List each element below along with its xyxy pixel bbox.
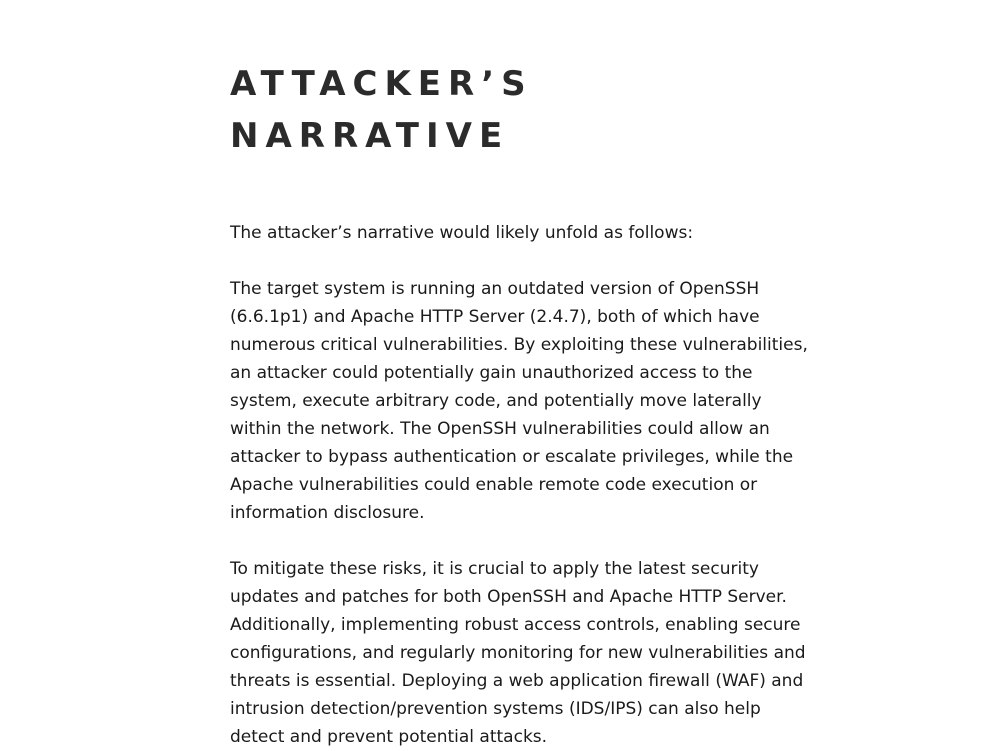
page-title (230, 58, 810, 162)
paragraph-mitigation: To mitigate these risks, it is crucial to apply the latest security updates and patches for both OpenSSH and Apache HTTP Server. Additionally, implementing robust access controls, enabling secure configurations, and regularly monitoring for new vulnerabilities and threats is essential. Deploying a web application firewall (WAF) and intrusion detection/prevention systems (IDS/IPS) can also help detect and prevent potential attacks. (230, 559, 806, 747)
intro-text: The attacker’s narrative would likely unfold as follows: (230, 223, 694, 243)
title-line-2: NARRATIVE (230, 116, 510, 156)
document-page (230, 58, 810, 751)
title-line-1: ATTACKER’S (230, 64, 533, 104)
paragraph-vulnerabilities: The target system is running an outdated version of OpenSSH (6.6.1p1) and Apache HTTP Server (2.4.7), both of which have numerous critical vulnerabilities. By exploiting these vulnerabilities, an attacker could potentially gain unauthorized access to the system, execute arbitrary code, and potentially move laterally within the network. The OpenSSH vulnerabilities could allow an attacker to bypass authentication or escalate privileges, while the Apache vulnerabilities could enable remote code execution or information disclosure. (230, 279, 808, 523)
